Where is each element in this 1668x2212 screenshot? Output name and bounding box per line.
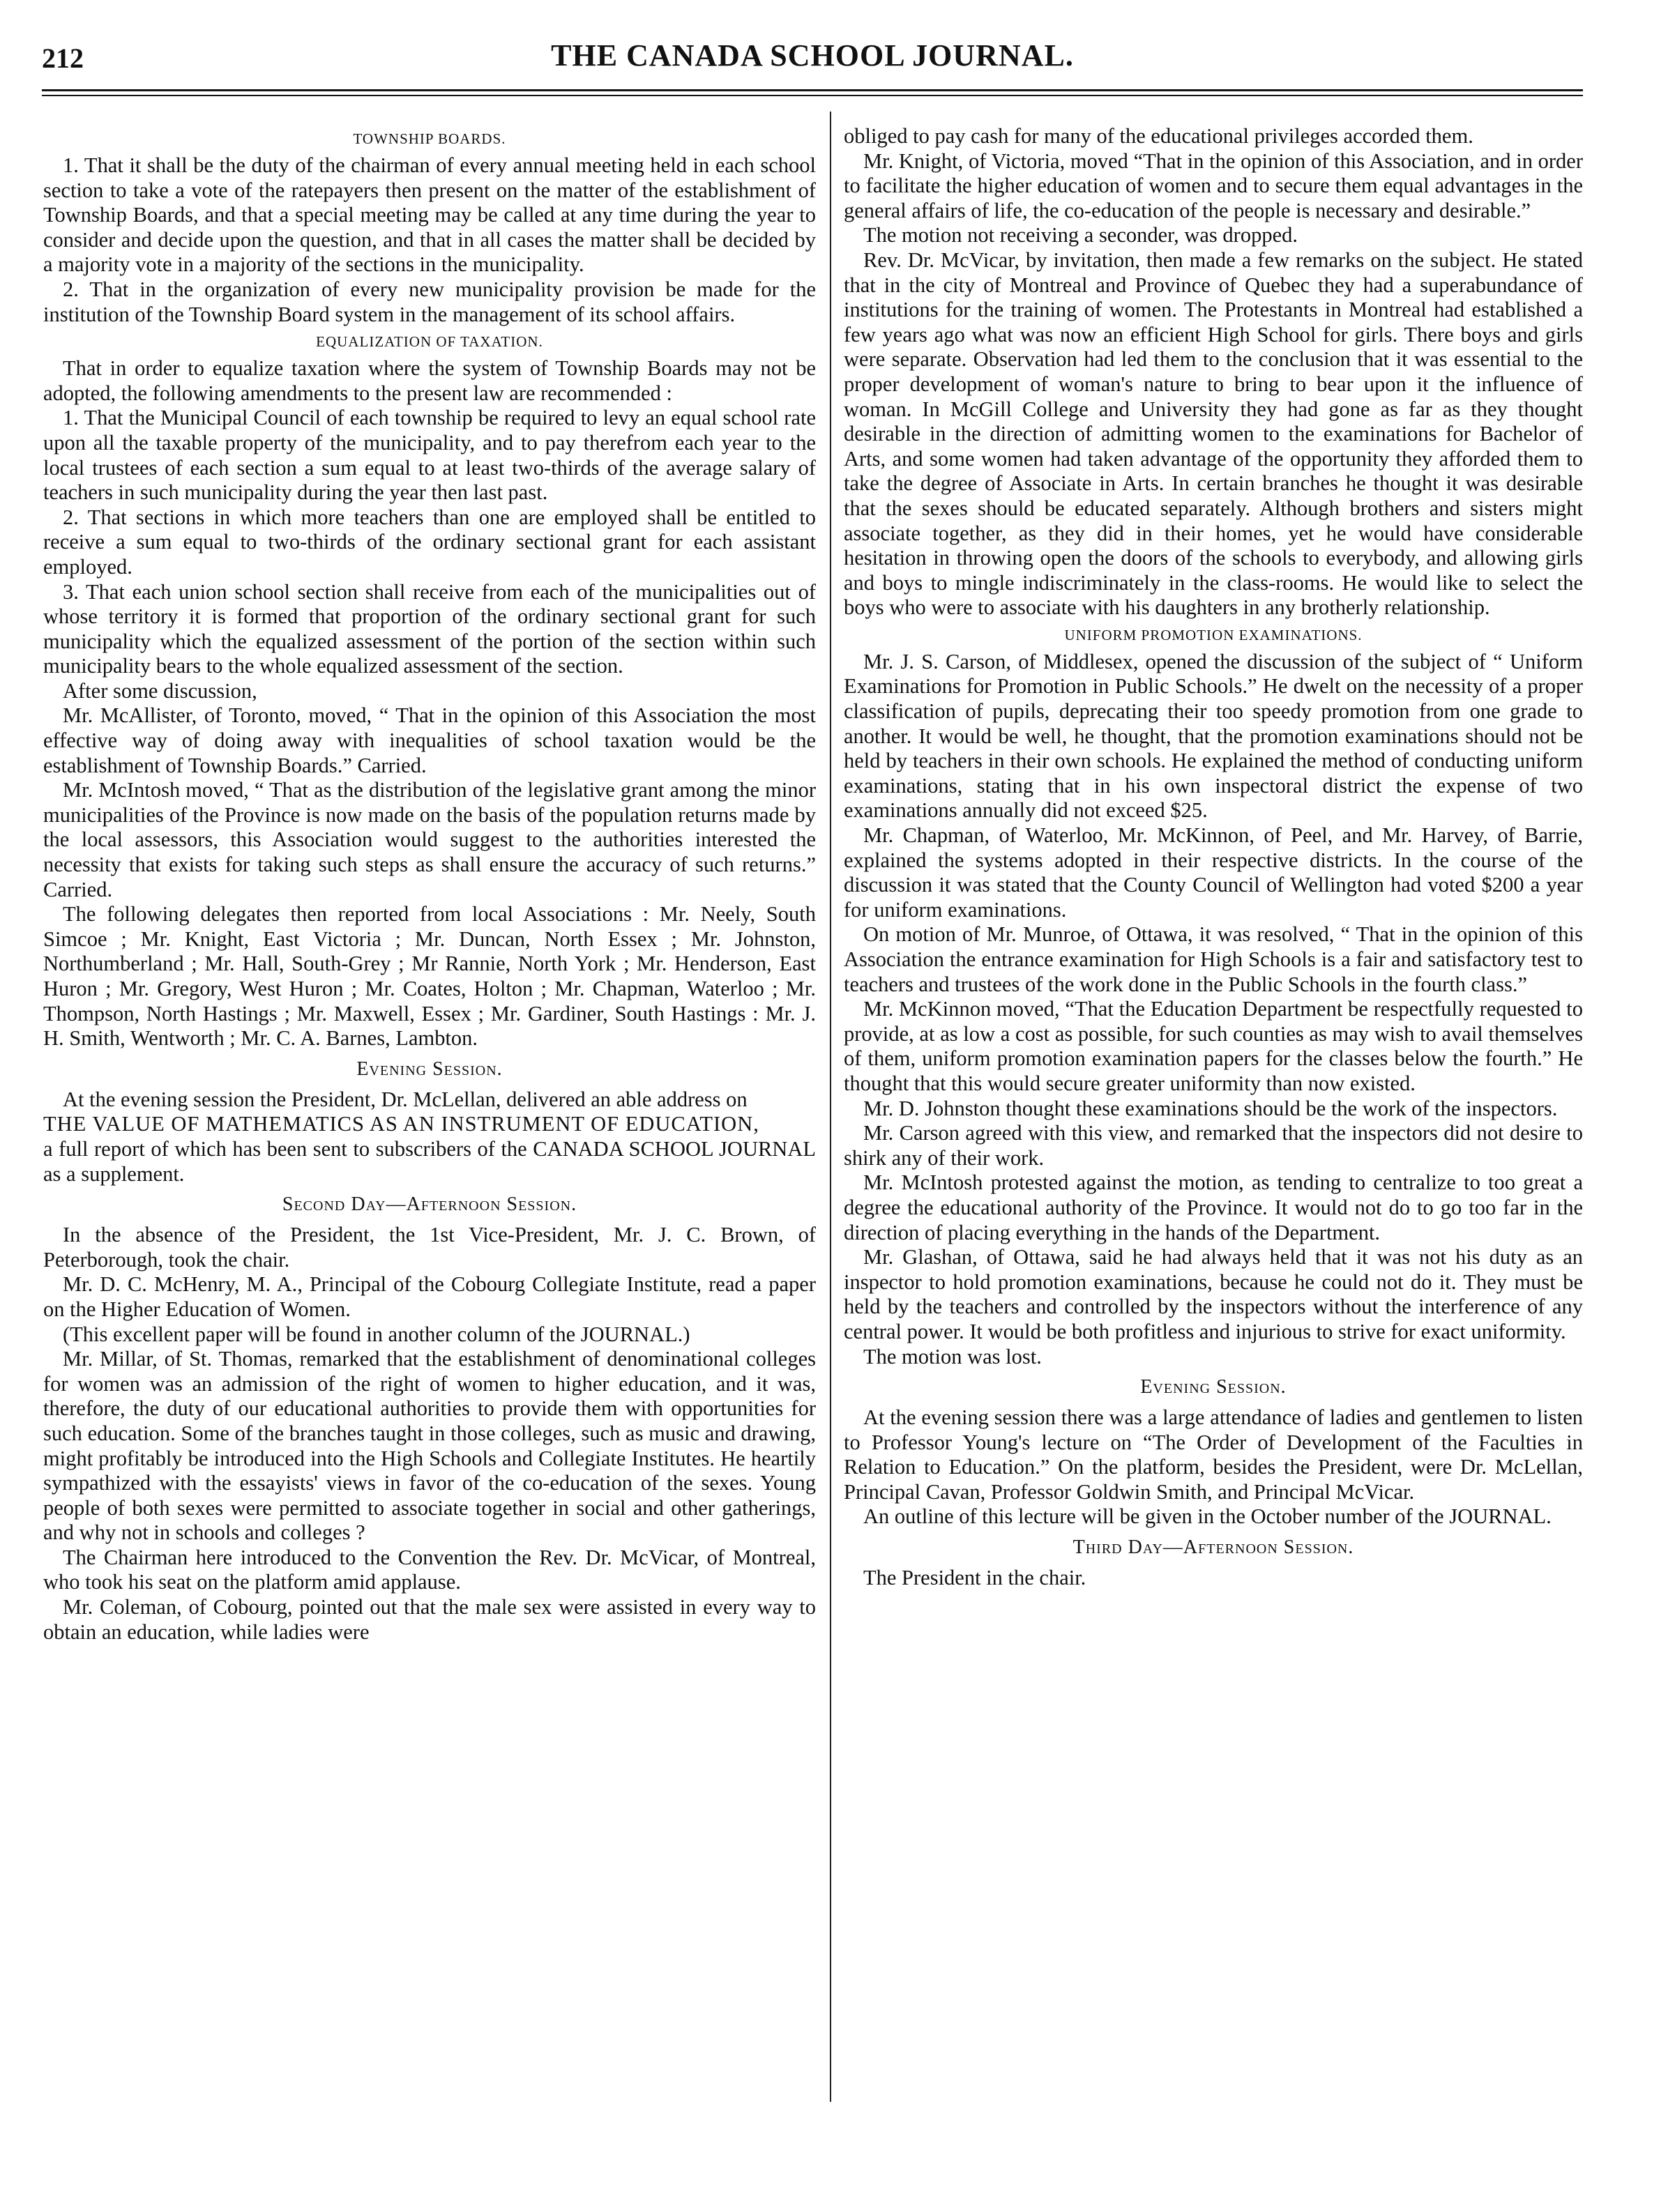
paragraph: Mr. Carson agreed with this view, and remarked that the inspectors did not desire to shirk any of their work. bbox=[844, 1121, 1583, 1170]
paragraph: That in order to equalize taxation where the system of Township Boards may not be adopted, the following amendments to the present law are recommended : bbox=[43, 356, 816, 405]
paragraph: The motion was lost. bbox=[863, 1344, 1042, 1368]
paragraph: Rev. Dr. McVicar, by invitation, then made a few remarks on the subject. He stated that in the city of Montreal and Province of Quebec they had a superabundance of institutions for the training of women. The Protestants in Montreal had established a few years ago what was now an efficient High School for girls. There boys and girls were separate. Observation had led them to the conclusion that it was essential to the proper development of woman's nature to bring to bear upon it the influence of woman. In McGill College and University they had gone as far as they thought desirable in the direction of admitting women to the examinations for Bachelor of Arts, and some women had taken advantage of the opportunity they afforded them to take the degree of Associate in Arts. In certain branches he thought it was desirable that the sexes should be educated separately. Although brothers and sisters might associate together, as they did in their homes, yet he would have considerable hesitation in throwing open the doors of the schools to everybody, and allowing girls and boys to mingle indiscriminately in the class-rooms. He would like to select the boys who were to associate with his daughters in any brotherly relationship. bbox=[844, 247, 1583, 620]
paragraph: Mr. McAllister, of Toronto, moved, “ That in the opinion of this Association the most effective way of doing away with inequalities of school taxation would be the establishment of Township Boards.” Carried. bbox=[43, 703, 816, 777]
paragraph: In the absence of the President, the 1st Vice-President, Mr. J. C. Brown, of Peterborough, took the chair. bbox=[43, 1223, 816, 1272]
left-column bbox=[43, 124, 816, 1645]
heading-second-day: Second Day—Afternoon Session. bbox=[282, 1193, 577, 1216]
heading-evening-session-2: Evening Session. bbox=[1140, 1376, 1287, 1398]
heading-township-boards: TOWNSHIP BOARDS. bbox=[353, 130, 506, 147]
paragraph: Mr. Coleman, of Cobourg, pointed out that the male sex were assisted in every way to obtain an education, while ladies were bbox=[43, 1595, 816, 1644]
header-rule-bottom bbox=[42, 95, 1583, 96]
paragraph: At the evening session the President, Dr. McLellan, delivered an able address on bbox=[63, 1087, 748, 1111]
paragraph: 1. That it shall be the duty of the chairman of every annual meeting held in each school section to take a vote of the ratepayers then present on the matter of the establishment of Township Boards, and that a special meeting may be called at any time during the year to consider and decide upon the question, and that in all cases the matter shall be decided by a majority vote in a majority of the sections in the municipality. bbox=[43, 153, 816, 277]
paragraph: Mr. Glashan, of Ottawa, said he had always held that it was not his duty as an inspector to hold promotion examinations, because he could not do it. They must be held by the teachers and controlled by the inspectors without the interference of any central power. It would be both profitless and injurious to strive for exact uniformity. bbox=[844, 1245, 1583, 1343]
paragraph: Mr. Millar, of St. Thomas, remarked that the establishment of denominational colleges for women was an admission of the right of women to higher education, and it was, therefore, the duty of our educational authorities to provide them with opportunities for such education. Some of the branches taught in those colleges, such as music and drawing, might profitably be introduced into the High Schools and Collegiate Institutes. He heartily sympathized with the essayists' views in favor of the co-education of the sexes. Young people of both sexes were permitted to associate together in social and other gatherings, and why not in schools and colleges ? bbox=[43, 1347, 816, 1545]
paragraph: Mr. D. Johnston thought these examinations should be the work of the inspectors. bbox=[863, 1096, 1558, 1120]
paragraph: a full report of which has been sent to subscribers of the CANADA SCHOOL JOURNAL as a supplement. bbox=[43, 1136, 816, 1186]
paragraph: The Chairman here introduced to the Convention the Rev. Dr. McVicar, of Montreal, who took his seat on the platform amid applause. bbox=[43, 1545, 816, 1594]
paragraph: Mr. McIntosh moved, “ That as the distribution of the legislative grant among the minor municipalities of the Province is now made on the basis of the population returns made by the local assessors, this Association would suggest to the authorities interested the necessity that exists for taking such steps as shall ensure the accuracy of such returns.” Carried. bbox=[43, 778, 816, 901]
heading-third-day: Third Day—Afternoon Session. bbox=[1072, 1536, 1354, 1559]
heading-evening-session: Evening Session. bbox=[356, 1058, 503, 1080]
address-title: THE VALUE OF MATHEMATICS AS AN INSTRUMENT OF EDUCATION, bbox=[43, 1112, 759, 1136]
header-rule-top bbox=[42, 89, 1583, 91]
paragraph: Mr. Chapman, of Waterloo, Mr. McKinnon, of Peel, and Mr. Harvey, of Barrie, explained the systems adopted in their respective districts. In the course of the discussion it was stated that the County Council of Wellington had voted $200 a year for uniform examinations. bbox=[844, 823, 1583, 922]
paragraph: obliged to pay cash for many of the educational privileges accorded them. bbox=[844, 124, 1473, 148]
paragraph: After some discussion, bbox=[63, 678, 257, 703]
paragraph: On motion of Mr. Munroe, of Ottawa, it was resolved, “ That in the opinion of this Association the entrance examination for High Schools is a fair and satisfactory test to teachers and trustees of the work done in the Public Schools in the fourth class.” bbox=[844, 922, 1583, 996]
heading-equalization: EQUALIZATION OF TAXATION. bbox=[316, 333, 543, 351]
paragraph: The President in the chair. bbox=[863, 1566, 1086, 1590]
paragraph: 2. That sections in which more teachers than one are employed shall be entitled to receive a sum equal to two-thirds of the ordinary sectional grant for each assistant employed. bbox=[43, 505, 816, 579]
page-header bbox=[42, 36, 1583, 85]
paragraph: (This excellent paper will be found in another column of the JOURNAL.) bbox=[63, 1322, 690, 1346]
right-column bbox=[844, 124, 1583, 1591]
paragraph: Mr. J. S. Carson, of Middlesex, opened the discussion of the subject of “ Uniform Examinations for Promotion in Public Schools.” He dwelt on the necessity of a proper classification of pupils, deprecating their too speedy promotion from one grade to another. It would be well, he thought, that the promotion examinations should not be held by teachers in their own schools. He explained the method of conducting uniform examinations, stating that in his own inspectoral district the expense of two examinations annually did not exceed $25. bbox=[844, 649, 1583, 823]
paragraph: The following delegates then reported from local Associations : Mr. Neely, South Simcoe ; Mr. Knight, East Victoria ; Mr. Duncan, North Essex ; Mr. Johnston, Northumberland ; Mr. Hall, South-Grey ; Mr Rannie, North York ; Mr. Henderson, East Huron ; Mr. Gregory, West Huron ; Mr. Coates, Holton ; Mr. Chapman, Waterloo ; Mr. Thompson, North Hastings ; Mr. Maxwell, Essex ; Mr. Gardiner, South Hastings : Mr. J. H. Smith, Wentworth ; Mr. C. A. Barnes, Lambton. bbox=[43, 902, 816, 1051]
column-divider bbox=[830, 112, 831, 2102]
paragraph: Mr. D. C. McHenry, M. A., Principal of the Cobourg Collegiate Institute, read a paper on the Higher Education of Women. bbox=[43, 1272, 816, 1321]
paragraph: Mr. McKinnon moved, “That the Education Department be respectfully requested to provide, at as low a cost as possible, for such counties as may wish to avail themselves of them, uniform promotion examination papers for the classes below the fourth.” He thought that this would secure greater uniformity than now existed. bbox=[844, 997, 1583, 1095]
paragraph: 3. That each union school section shall receive from each of the municipalities out of whose territory it is formed that proportion of the ordinary sectional grant for such municipality which the equalized assessment of the portion of the section within such municipality bears to the whole equalized assessment of the section. bbox=[43, 579, 816, 678]
heading-uniform-promotion: UNIFORM PROMOTION EXAMINATIONS. bbox=[1064, 626, 1363, 643]
paragraph: An outline of this lecture will be given in the October number of the JOURNAL. bbox=[863, 1504, 1552, 1529]
paragraph: The motion not receiving a seconder, was dropped. bbox=[863, 223, 1298, 247]
paragraph: At the evening session there was a large attendance of ladies and gentlemen to listen to Professor Young's lecture on “The Order of Development of the Faculties in Relation to Education.” On the platform, besides the President, were Dr. McLellan, Principal Cavan, Professor Goldwin Smith, and Principal McVicar. bbox=[844, 1405, 1583, 1504]
page-number: 212 bbox=[42, 43, 84, 74]
journal-title: THE CANADA SCHOOL JOURNAL. bbox=[551, 38, 1074, 73]
paragraph: Mr. Knight, of Victoria, moved “That in the opinion of this Association, and in order to facilitate the higher education of women and to secure them equal advantages in the general affairs of life, the co-education of the people is necessary and desirable.” bbox=[844, 148, 1583, 222]
paragraph: 2. That in the organization of every new municipality provision be made for the institution of the Township Board system in the management of its school affairs. bbox=[43, 277, 816, 326]
paragraph: 1. That the Municipal Council of each township be required to levy an equal school rate upon all the taxable property of the municipality, and to pay therefrom each year to the local trustees of each section a sum equal to at least two-thirds of the average salary of teachers in such municipality during the year then last past. bbox=[43, 406, 816, 505]
paragraph: Mr. McIntosh protested against the motion, as tending to centralize to too great a degree the educational authority of the Province. It would not do to go too far in the direction of placing everything in the hands of the Department. bbox=[844, 1170, 1583, 1244]
